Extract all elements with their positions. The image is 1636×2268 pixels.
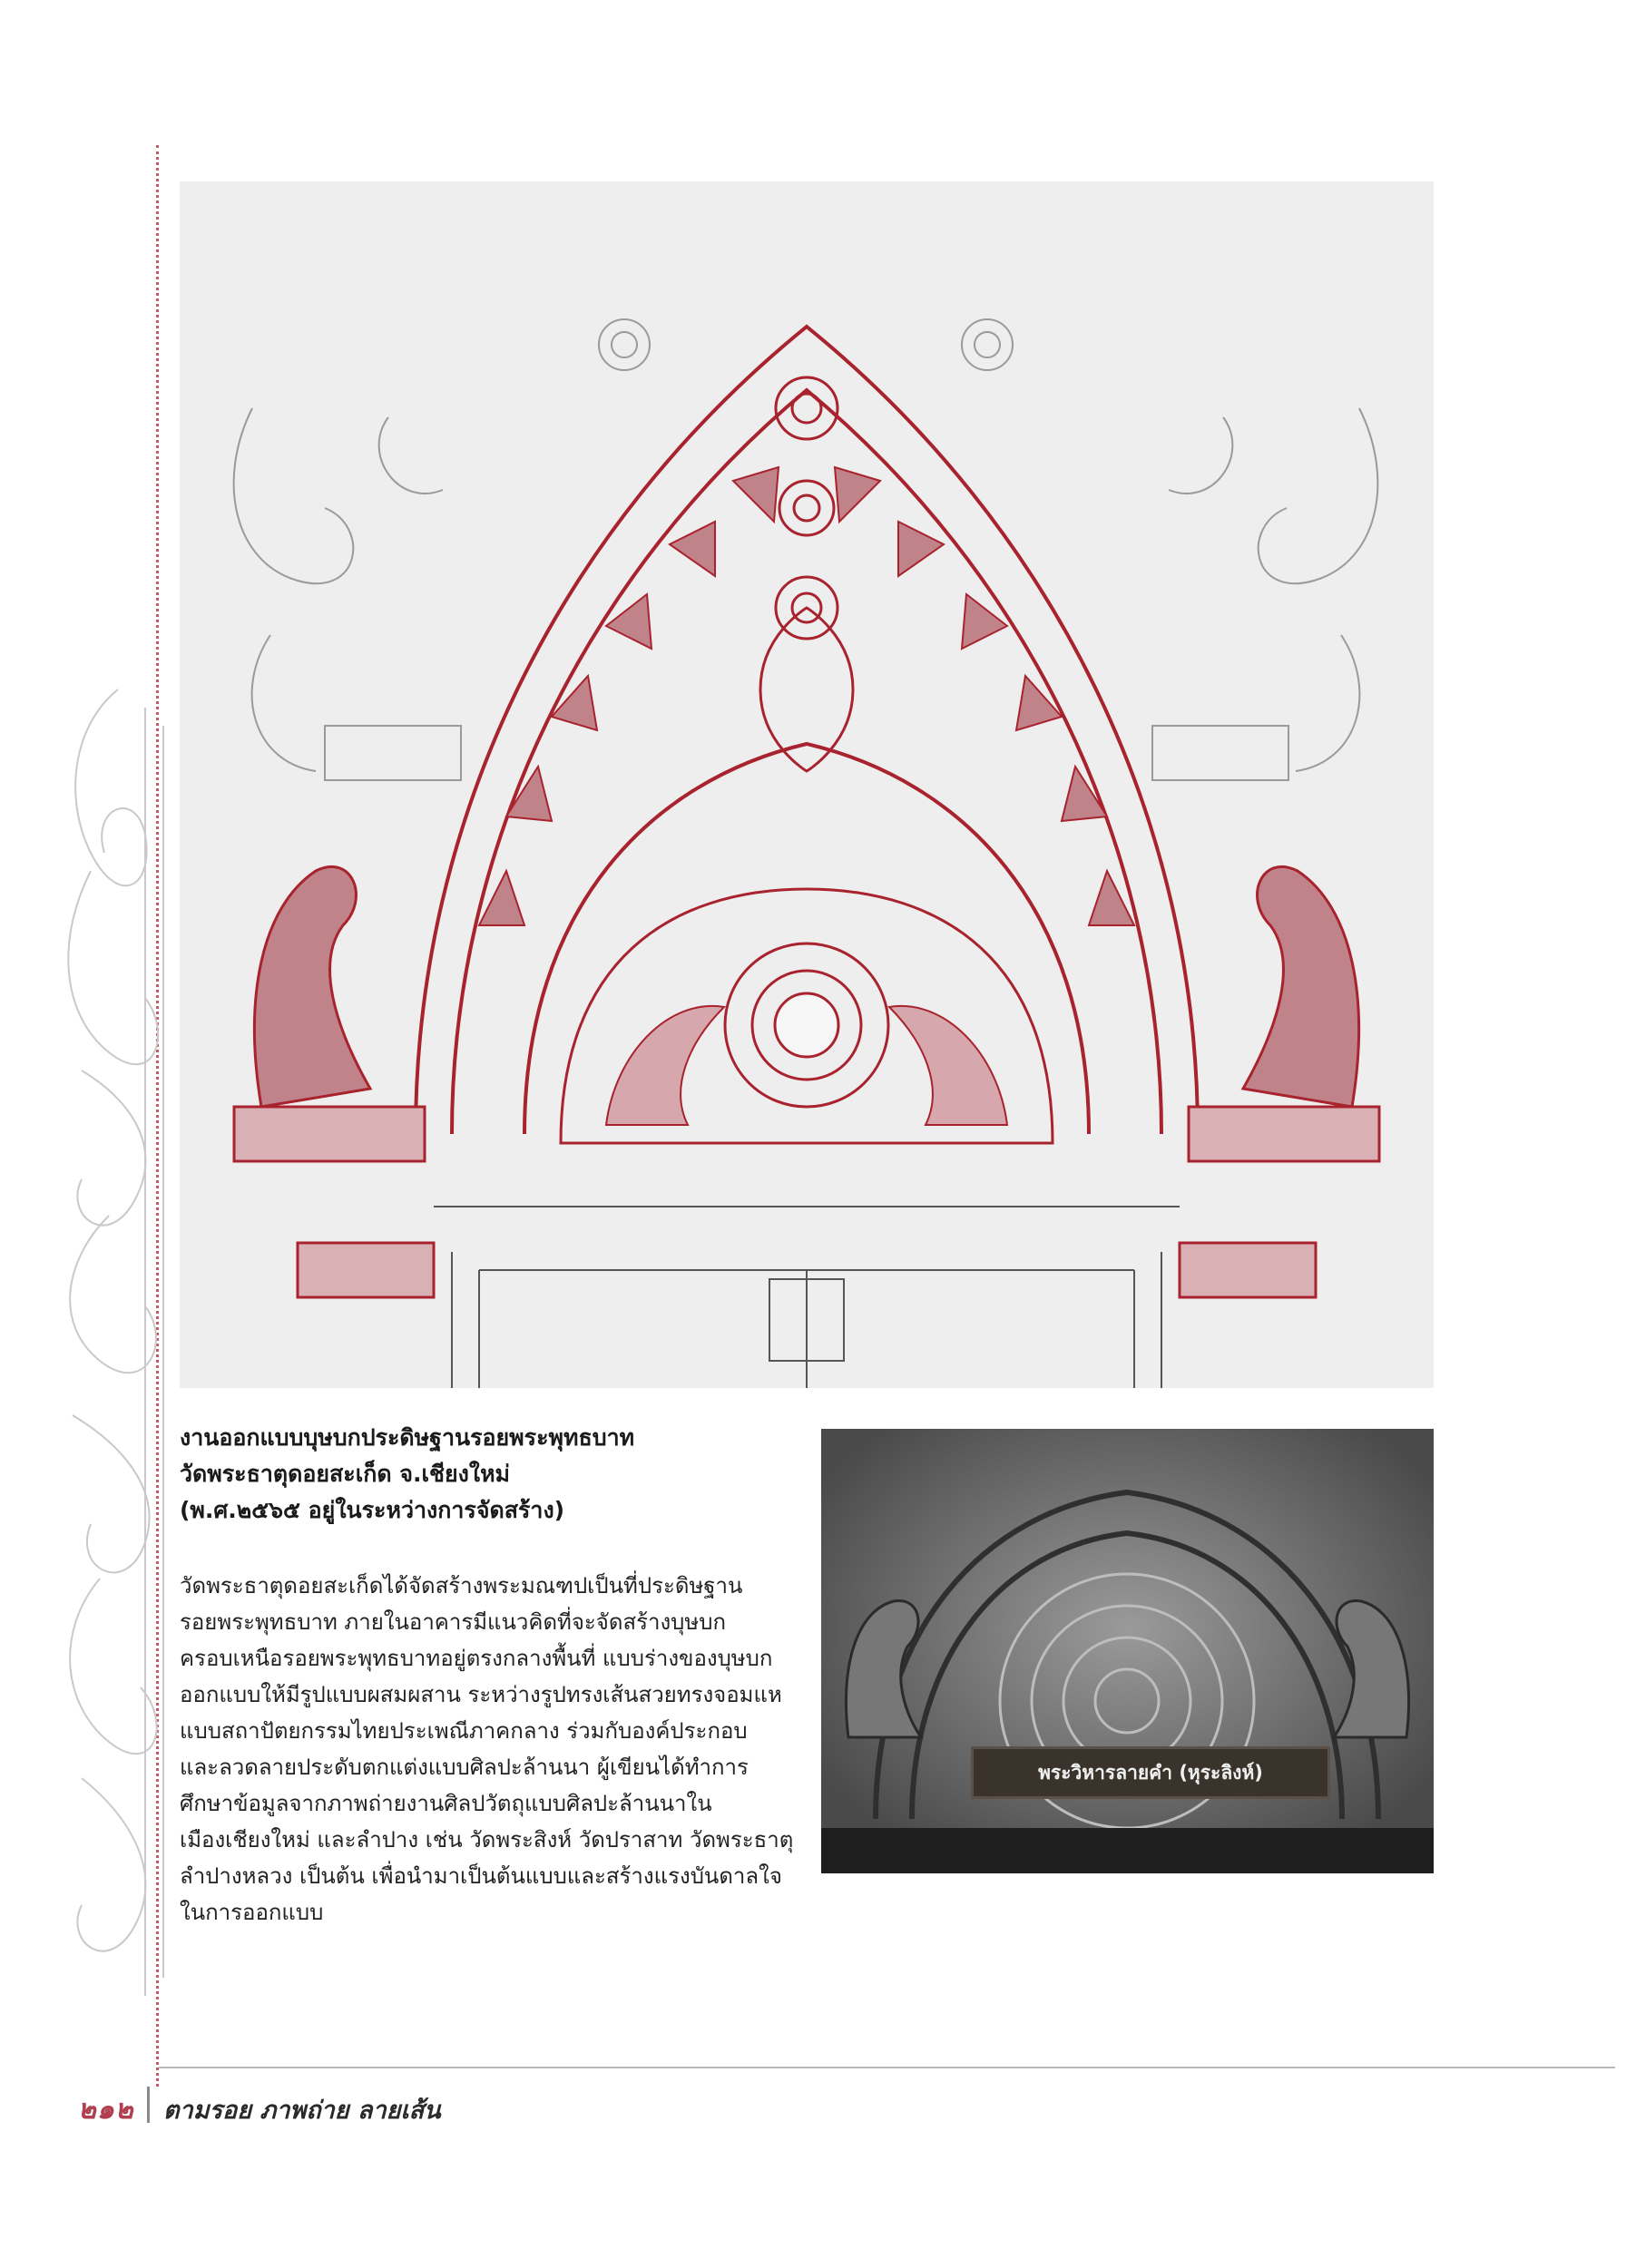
margin-ornament-drawing [54, 671, 181, 2014]
caption-line: วัดพระธาตุดอยสะเก็ด จ.เชียงใหม่ [180, 1461, 511, 1487]
body-line: รอยพระพุทธบาท ภายในอาคารมีแนวคิดที่จะจัดสร้างบุษบก [180, 1609, 727, 1635]
arch-design-illustration [180, 181, 1434, 1388]
body-line: ครอบเหนือรอยพระพุทธบาทอยู่ตรงกลางพื้นที่ แบบร่างของบุษบก [180, 1646, 773, 1671]
temple-arch-photo-illustration [821, 1429, 1434, 1873]
temple-arch-photo [821, 1429, 1434, 1873]
body-line: ศึกษาข้อมูลจากภาพถ่ายงานศิลปวัตถุแบบศิลปะล้านนาใน [180, 1791, 712, 1816]
body-line: ลำปางหลวง เป็นต้น เพื่อนำมาเป็นต้นแบบและสร้างแรงบันดาลใจ [180, 1863, 782, 1889]
caption-line: งานออกแบบบุษบกประดิษฐานรอยพระพุทธบาท [180, 1424, 635, 1451]
page-number: ๒๑๒ [78, 2094, 134, 2126]
body-line: แบบสถาปัตยกรรมไทยประเพณีภาคกลาง ร่วมกับองค์ประกอบ [180, 1718, 748, 1744]
footer-rule [159, 2067, 1615, 2068]
body-line: วัดพระธาตุดอยสะเก็ดได้จัดสร้างพระมณฑปเป็นที่ประดิษฐาน [180, 1573, 743, 1598]
body-paragraph [180, 1568, 797, 1931]
caption-line: (พ.ศ.๒๕๖๕ อยู่ในระหว่างการจัดสร้าง) [180, 1497, 565, 1523]
body-line: ในการออกแบบ [180, 1900, 324, 1925]
arch-design-drawing [180, 181, 1434, 1388]
body-line: และลวดลายประดับตกแต่งแบบศิลปะล้านนา ผู้เขียนได้ทำการ [180, 1755, 749, 1780]
figure-caption [180, 1420, 797, 1529]
temple-sign: พระวิหารลายคำ (หุระลิงห์) [971, 1746, 1330, 1799]
body-line: เมืองเชียงใหม่ และลำปาง เช่น วัดพระสิงห์ วัดปราสาท วัดพระธาตุ [180, 1827, 794, 1853]
body-line: ออกแบบให้มีรูปแบบผสมผสาน ระหว่างรูปทรงเส้นสวยทรงจอมแห [180, 1682, 782, 1707]
footer-separator [147, 2087, 150, 2123]
running-title: ตามรอย ภาพถ่าย ลายเส้น [163, 2097, 441, 2125]
